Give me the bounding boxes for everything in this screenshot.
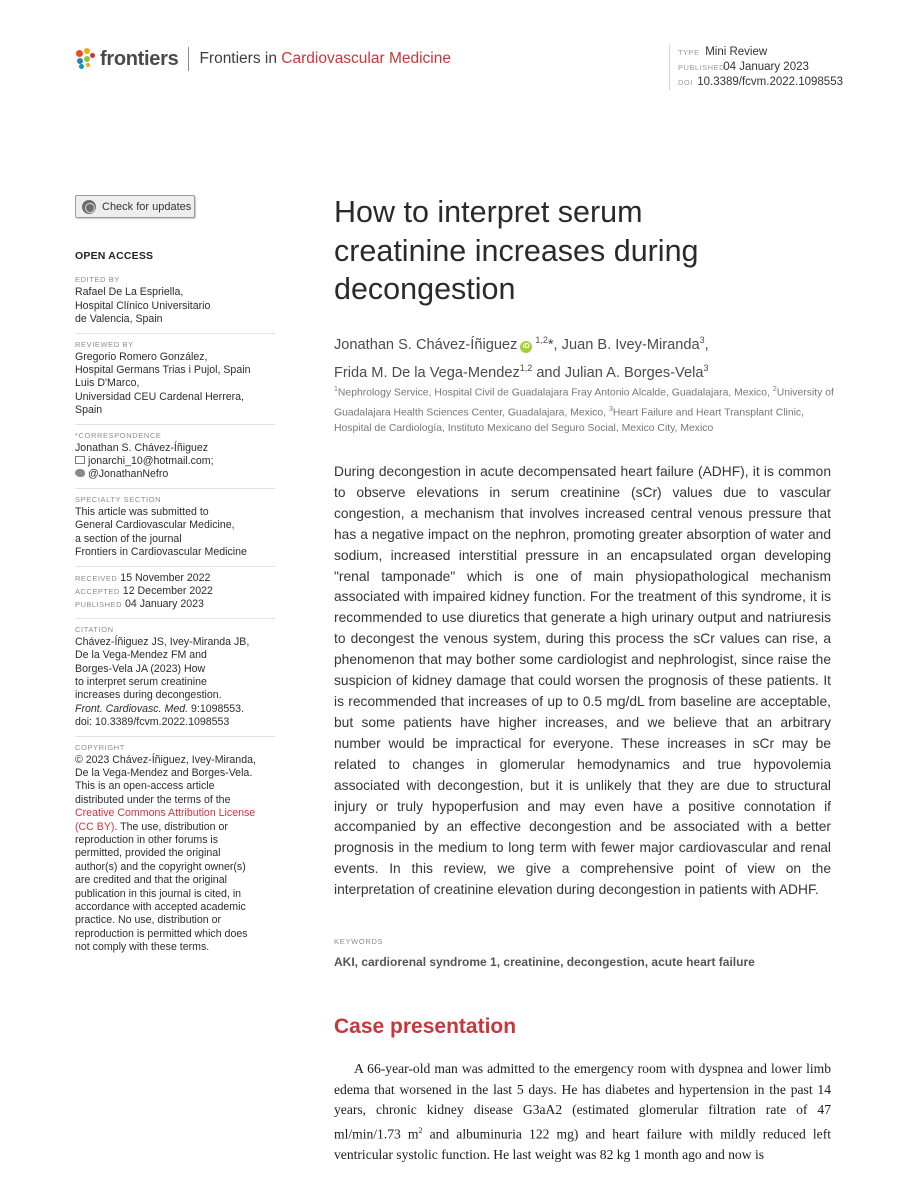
affiliation-sup: 2 (772, 386, 777, 393)
affiliation-sup: 3 (608, 405, 613, 413)
copyright-line: practice. No use, distribution or (75, 914, 222, 927)
edited-by-section (75, 274, 275, 333)
meta-doi-value[interactable]: 10.3389/fcvm.2022.1098553 (697, 76, 843, 88)
copyright-line: not comply with these terms. (75, 941, 210, 954)
citation-label: CITATION (75, 624, 114, 634)
citation-volume: 9:1098553. (188, 702, 245, 715)
citation-line: Borges-Vela JA (2023) How (75, 662, 206, 675)
title-line: decongestion (334, 272, 516, 306)
cc-license-link[interactable]: Creative Commons Attribution License (75, 807, 256, 820)
email-icon (75, 456, 85, 464)
specialty-line: Frontiers in Cardiovascular Medicine (75, 546, 247, 559)
body-superscript: 2 (418, 1125, 423, 1135)
journal-highlight: Cardiovascular Medicine (281, 50, 451, 67)
orcid-icon[interactable]: iD (520, 341, 532, 353)
affiliation-text: Heart Failure and Heart Transplant Clinic, Hospital de Cardiología, Instituto Mexicano del Seguro Social, Mexico City, Mexico (334, 407, 804, 435)
reviewed-by-line: Luis D'Marco, (75, 377, 140, 390)
reviewed-by-line: Hospital Germans Trias i Pujol, Spain (75, 364, 251, 377)
check-for-updates-label: Check for updates (102, 200, 192, 213)
body-paragraph (334, 1059, 831, 1165)
meta-published-key: PUBLISHED (678, 63, 726, 72)
citation-journal: Front. Cardiovasc. Med. (75, 702, 189, 715)
body-text-part: A 66-year-old man was admitted to the emergency room with dyspnea and lower limb edema that worsened in the last 5 days. He has diabetes and hypertension in the past 14 years, chronic kidney disease G3aA2 (estimated glomerular filtration rate of 47 ml/min/1.73 m (334, 1061, 831, 1142)
citation-line: to interpret serum creatinine (75, 675, 207, 688)
edited-by-line: Hospital Clínico Universitario (75, 299, 211, 312)
copyright-license-line (75, 821, 275, 834)
meta-doi-key: DOI (678, 78, 693, 87)
copyright-line: distributed under the terms of the (75, 793, 231, 806)
author-separator: *, (547, 336, 558, 353)
citation-line: Chávez-Íñiguez JS, Ivey-Miranda JB, (75, 635, 250, 648)
logo-divider (188, 47, 189, 71)
meta-doi (678, 75, 843, 90)
reviewed-by-line: Spain (75, 404, 103, 417)
copyright-section (75, 742, 275, 961)
published-date (75, 598, 275, 611)
copyright-line: De la Vega-Mendez and Borges-Vela. (75, 766, 253, 779)
abstract-text: During decongestion in acute decompensated heart failure (ADHF), it is common to observe elevations in serum creatinine (sCr) values due to vascular congestion, a mechanism that involves increased central venous pressure that has a negative impact on the nephron, promoting greater absorption of water and sodium, increased interstitial pressure in an encapsulated organ developing "renal tamponade" which is one of main physiopathological mechanism associated with impaired kidney function. For the treatment of this syndrome, it is recommended to use diuretics that generate a high urinary output and natriuresis to decongest the venous system, during this process the sCr values can rise, a phenomenon that may bother some cardiologist and nephrologist, since raise the suspicion of kidney damage that could worsen the prognosis of these patients. It is recommended that increases of up to 0.5 mg/dL from baseline are acceptable, but some patients have higher increases, and we believe that an arbitrary number would be impractical for everyone. These increases in sCr may be related to changes in glomerular hemodynamics and true hypovolemia associated with decongestion, but it is unlikely that they are due to structural injury or truly hypoperfusion and may even have a positive connotation if accompanied by an effective decongestion and be associated with a better prognosis in the medium to long term with fewer major cardiovascular and renal events. In this review, we give a comprehensive point of view on the interpretation of creatinine elevation during decongestion in patients with ADHF. (334, 464, 831, 898)
correspondence-section (75, 430, 275, 489)
citation-section (75, 624, 275, 737)
meta-type (678, 45, 843, 60)
meta-published-value: 04 January 2023 (723, 61, 809, 73)
accepted-value: 12 December 2022 (122, 584, 213, 597)
author-name[interactable]: Frida M. De la Vega-Mendez (334, 364, 520, 381)
cc-by-link[interactable]: (CC BY) (75, 820, 115, 833)
section-heading: Case presentation (334, 1015, 517, 1038)
author-affiliation-sup: 3 (699, 335, 705, 345)
accepted-date (75, 585, 275, 598)
correspondence-email[interactable]: jonarchi_10@hotmail.com; (88, 455, 214, 468)
update-check-icon (82, 200, 96, 214)
dates-section (75, 572, 275, 619)
frontiers-logo[interactable] (76, 47, 451, 71)
received-date (75, 572, 275, 585)
reviewed-by-line: Universidad CEU Cardenal Herrera, (75, 390, 244, 403)
specialty-line: a section of the journal (75, 532, 182, 545)
article-sidebar (75, 250, 275, 966)
author-name[interactable]: Julian A. Borges-Vela (564, 364, 704, 381)
accepted-key: ACCEPTED (75, 586, 120, 596)
frontiers-logo-icon (76, 48, 96, 70)
edited-by-line: de Valencia, Spain (75, 313, 163, 326)
twitter-icon (75, 469, 85, 477)
journal-name[interactable] (199, 50, 451, 68)
edited-by-label: EDITED BY (75, 275, 120, 285)
citation-line: increases during decongestion. (75, 689, 222, 702)
correspondence-twitter-row[interactable] (75, 468, 275, 481)
correspondence-name: Jonathan S. Chávez-Íñiguez (75, 441, 209, 454)
copyright-label: COPYRIGHT (75, 742, 125, 752)
specialty-line: General Cardiovascular Medicine, (75, 519, 235, 532)
affiliations (334, 382, 839, 438)
author-list (334, 329, 834, 385)
affiliation-sup: 1 (334, 386, 338, 393)
author-name[interactable]: Juan B. Ivey-Miranda (557, 336, 700, 353)
meta-published (678, 60, 843, 75)
reviewed-by-label: REVIEWED BY (75, 339, 134, 349)
specialty-section (75, 494, 275, 567)
author-affiliation-sup: 3 (703, 362, 709, 373)
copyright-line: This is an open-access article (75, 780, 215, 793)
copyright-line: accordance with accepted academic (75, 901, 246, 914)
correspondence-email-row[interactable] (75, 455, 275, 468)
reviewed-by-line: Gregorio Romero González, (75, 350, 208, 363)
copyright-line: © 2023 Chávez-Íñiguez, Ivey-Miranda, (75, 753, 256, 766)
keywords-list: AKI, cardiorenal syndrome 1, creatinine, decongestion, acute heart failure (334, 955, 755, 969)
citation-line: De la Vega-Mendez FM and (75, 649, 207, 662)
citation-doi[interactable]: doi: 10.3389/fcvm.2022.1098553 (75, 716, 230, 729)
author-separator: and (532, 364, 565, 381)
citation-journal-line (75, 703, 275, 716)
author-affiliation-sup: 1,2 (519, 362, 533, 373)
author-name[interactable]: Jonathan S. Chávez-Íñiguez (334, 336, 518, 353)
affiliation-text: University of Guadalajara Health Sciences Center, Guadalajara, Mexico, (334, 387, 834, 419)
keywords-label: KEYWORDS (334, 937, 384, 946)
title-line: creatinine increases during (334, 233, 699, 268)
correspondence-twitter[interactable]: @JonathanNefro (88, 468, 169, 481)
article-meta (669, 45, 843, 90)
specialty-line: This article was submitted to (75, 505, 209, 518)
published-key: PUBLISHED (75, 600, 123, 610)
article-title (334, 193, 814, 309)
author-separator: , (704, 336, 709, 353)
received-value: 15 November 2022 (120, 571, 211, 584)
published-value: 04 January 2023 (124, 598, 204, 611)
logo-wordmark: frontiers (100, 47, 179, 70)
body-text-part: and albuminuria 122 mg) and heart failure with mildly reduced left ventricular systolic function. He last weight was 82 kg 1 month ago and now is (334, 1126, 832, 1162)
meta-type-key: TYPE (678, 48, 700, 57)
copyright-line: author(s) and the copyright owner(s) (75, 860, 246, 873)
copyright-line: publication in this journal is cited, in (75, 887, 242, 900)
copyright-line: are credited and that the original (75, 874, 227, 887)
title-line: How to interpret serum (334, 195, 643, 229)
reviewed-by-section (75, 339, 275, 425)
meta-type-value: Mini Review (705, 46, 768, 58)
received-key: RECEIVED (75, 573, 118, 583)
check-for-updates-button[interactable] (75, 195, 195, 218)
affiliation-text: Nephrology Service, Hospital Civil de Guadalajara Fray Antonio Alcalde, Guadalajara, Mexico, (337, 387, 770, 399)
copyright-line: permitted, provided the original (75, 847, 221, 860)
correspondence-label: *CORRESPONDENCE (75, 430, 162, 440)
journal-prefix: Frontiers in (199, 50, 282, 67)
specialty-label: SPECIALTY SECTION (75, 494, 162, 504)
copyright-line: reproduction in other forums is (75, 834, 219, 846)
author-affiliation-sup: 1,2 (535, 335, 548, 345)
copyright-line: . The use, distribution or (114, 820, 228, 833)
open-access-label: OPEN ACCESS (75, 250, 154, 262)
edited-by-line: Rafael De La Espriella, (75, 286, 184, 299)
copyright-line: reproduction is permitted which does (75, 927, 248, 940)
